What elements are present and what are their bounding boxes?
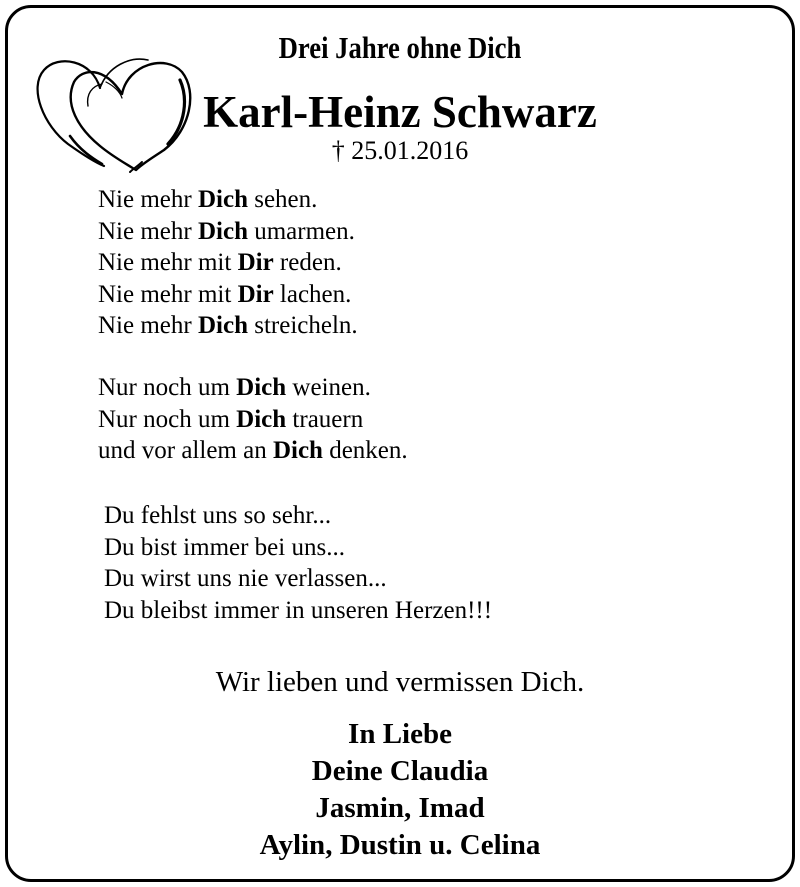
poem-stanza-1 — [98, 184, 358, 342]
poem-line: Nur noch um Dich weinen. — [98, 374, 371, 401]
poem-line: Nie mehr mit Dir lachen. — [98, 280, 352, 308]
poem-line: Nie mehr Dich umarmen. — [98, 217, 355, 245]
poem-line: Du wirst uns nie verlassen... — [104, 565, 387, 592]
deceased-name: Karl-Heinz Schwarz — [203, 87, 597, 137]
signature-line: In Liebe — [348, 718, 452, 750]
poem-stanza-2 — [98, 372, 408, 467]
signature-line: Aylin, Dustin u. Celina — [259, 829, 541, 861]
poem-line: Du bleibst immer in unseren Herzen!!! — [104, 596, 493, 624]
signature-line: Deine Claudia — [311, 755, 489, 787]
obituary-notice — [5, 5, 795, 882]
poem-line: Du bist immer bei uns... — [104, 533, 345, 561]
closing-line: Wir lieben und vermissen Dich. — [215, 666, 585, 698]
poem-line: Du fehlst uns so sehr... — [104, 502, 332, 529]
headline: Drei Jahre ohne Dich — [278, 30, 522, 65]
poem-line: Nur noch um Dich trauern — [98, 405, 364, 433]
signature-block — [8, 716, 792, 864]
poem-line: Nie mehr Dich streicheln. — [98, 312, 358, 339]
poem-line: und vor allem an Dich denken. — [98, 437, 408, 464]
signature-line: Jasmin, Imad — [315, 792, 485, 824]
poem-line: Nie mehr mit Dir reden. — [98, 249, 342, 276]
poem-line: Nie mehr Dich sehen. — [98, 186, 318, 213]
death-date: † 25.01.2016 — [331, 136, 469, 165]
poem-stanza-3 — [104, 500, 492, 626]
